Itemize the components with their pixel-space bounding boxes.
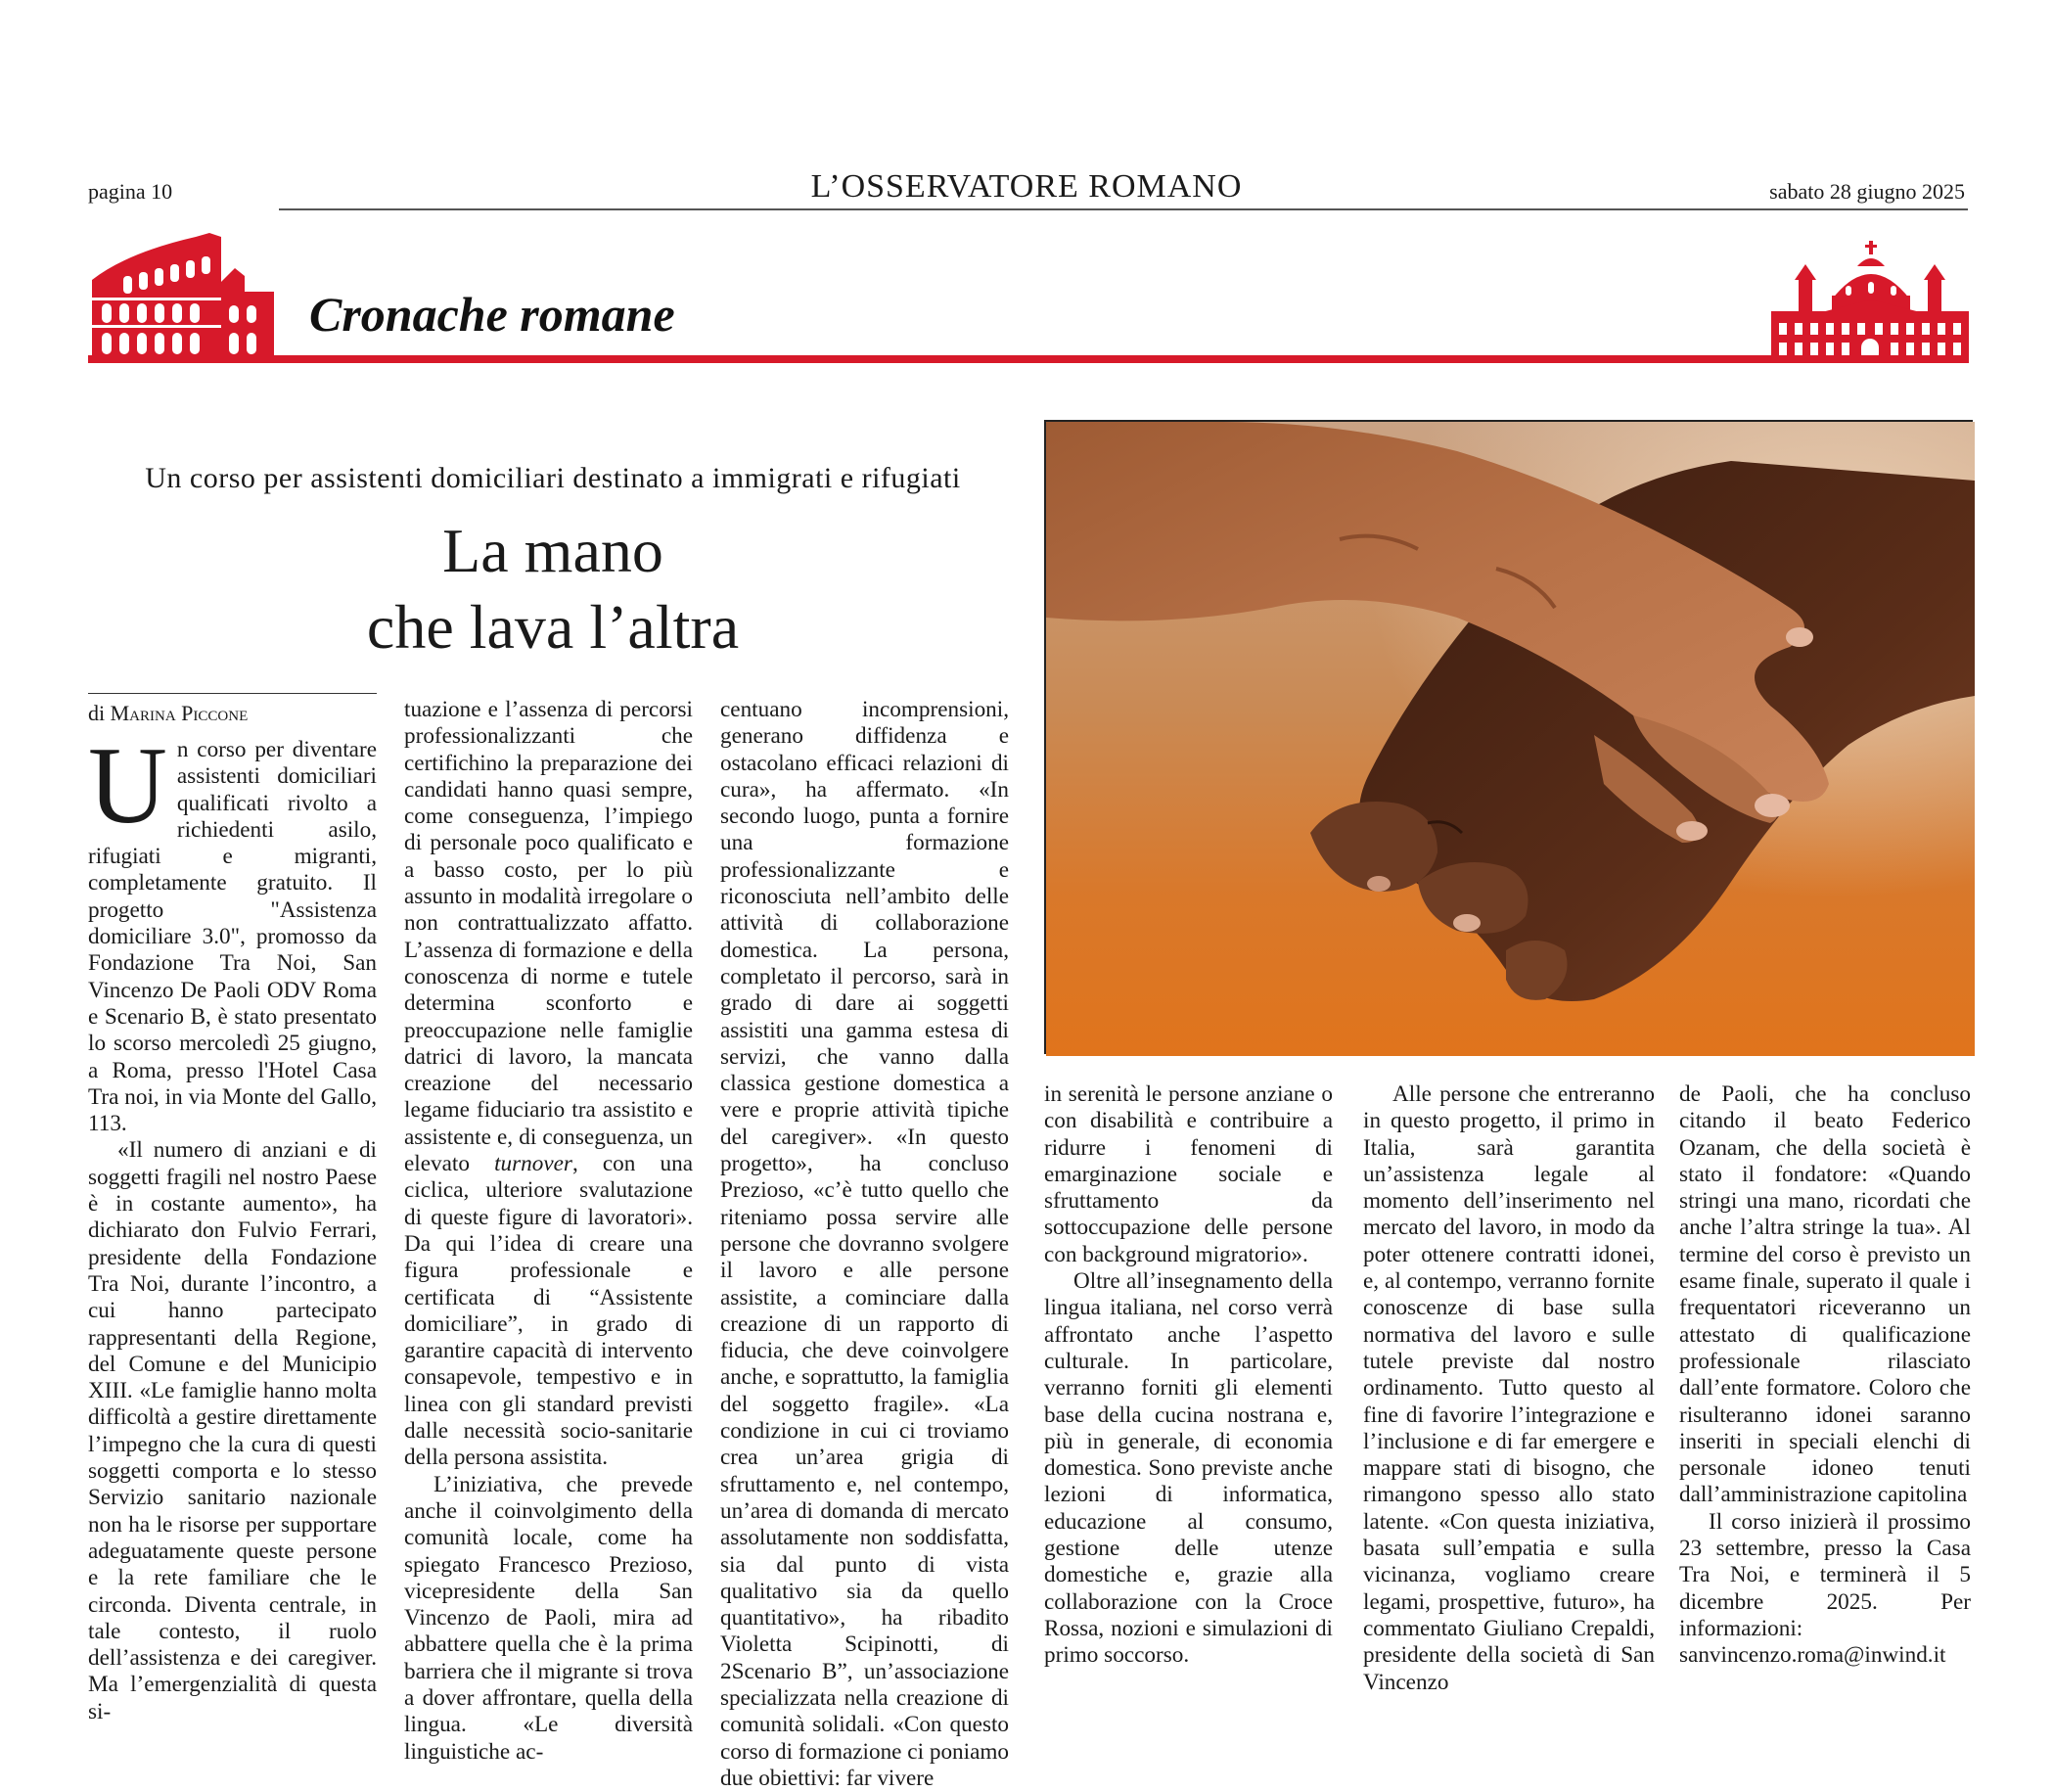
article-column-3 <box>720 697 1009 1791</box>
drop-cap: U <box>88 725 167 847</box>
article-headline <box>88 513 1018 666</box>
byline-rule <box>88 693 377 694</box>
paragraph: de Paoli, che ha concluso citando il beato Federico Ozanam, che della società è stato il fondatore: «Quando stringi una mano, ricordati che anche l’altra stringe la tua». Al termine del corso è previsto un esame finale, superato il quale i frequentatori riceveranno un attestato di qualificazione professionale rilasciato dall’ente formatore. Coloro che risulteranno idonei saranno inseriti in speciali elenchi di personale idoneo tenuti dall’amministrazione capitolina <box>1679 1081 1971 1508</box>
paragraph: Oltre all’insegnamento della lingua italiana, nel corso verrà affrontato anche l’aspetto culturale. In particolare, verranno forniti gli elementi base della cucina nostrana e, più in generale, di economia domestica. Sono previste anche lezioni di informatica, educazione al consumo, gestione delle utenze domestiche e, grazie alla collaborazione con la Croce Rossa, nozioni e simulazioni di primo soccorso. <box>1044 1268 1333 1669</box>
paragraph <box>88 725 377 1137</box>
byline-prefix: di <box>88 701 111 725</box>
article-column-4 <box>1044 1081 1333 1669</box>
section-title: Cronache romane <box>309 287 675 342</box>
headline-line-1: La mano <box>442 516 663 585</box>
newspaper-title: L’OSSERVATORE ROMANO <box>810 168 1243 205</box>
paragraph <box>404 697 693 1472</box>
article-kicker: Un corso per assistenti domiciliari destinato a immigrati e rifugiati <box>145 462 961 494</box>
article-column-1 <box>88 725 377 1724</box>
masthead-rule <box>279 208 1968 210</box>
paragraph-text: , con una ciclica, ulteriore svalutazione di queste figure di lavoratori». Da qui l’idea di creare una figura professionale e certificata di “Assistente domiciliare”, in grado di garantire capacità di intervento consapevole, tempestivo e in linea con gli standard previsti dalle necessità socio-sanitarie della persona assistita. <box>404 1151 693 1471</box>
italic-term: turnover <box>494 1151 572 1177</box>
paragraph: Alle persone che entreranno in questo progetto, il primo in Italia, sarà garantita un’assistenza legale al momento dell’inserimento nel mercato del lavoro, in modo da poter ottenere contratti idonei, e, al contempo, verranno fornite conoscenze di base sulla normativa del lavoro e sulle tutele previste dal nostro ordinamento. Tutto questo al fine di favorire l’integrazione e l’inclusione e di far emergere e mappare stati di bisogno, che rimangono spesso allo stato latente. «Con questa iniziativa, basata sull’empatia e sulla vicinanza, vogliamo creare legami, prospettive, futuro», ha commentato Giuliano Crepaldi, presidente della società di San Vincenzo <box>1363 1081 1655 1695</box>
paragraph: «Il numero di anziani e di soggetti fragili nel nostro Paese è in costante aumento», ha dichiarato don Fulvio Ferrari, presidente della Fondazione Tra Noi, durante l’incontro, a cui hanno partecipato rappresentanti della Regione, del Comune e del Municipio XIII. «Le famiglie hanno molta difficoltà a gestire direttamente l’impegno che la cura di questi soggetti comporta e lo stesso Servizio sanitario nazionale non ha le risorse per supportare adeguatamente queste persone e la rete familiare che le circonda. Diventa centrale, in tale contesto, il ruolo dell’assistenza e dei caregiver. Ma l’emergenzialità di questa si- <box>88 1137 377 1724</box>
page-number: pagina 10 <box>88 179 173 204</box>
author-name: Marina Piccone <box>110 701 249 725</box>
paragraph: in serenità le persone anziane o con disabilità e contribuire a ridurre i fenomeni di emarginazione sociale e sfruttamento da sottoccupazione delle persone con background migratorio». <box>1044 1081 1333 1267</box>
article-column-2 <box>404 697 693 1765</box>
byline <box>88 701 248 726</box>
headline-line-2: che lava l’altra <box>366 592 740 662</box>
paragraph: L’iniziativa, che prevede anche il coinvolgimento della comunità locale, come ha spiegato Francesco Prezioso, vicepresidente della San Vincenzo de Paoli, mira ad abbattere quella che è la prima barriera che il migrante si trova a dover affrontare, quella della lingua. «Le diversità linguistiche ac- <box>404 1471 693 1765</box>
article-column-6 <box>1679 1081 1971 1669</box>
issue-date: sabato 28 giugno 2025 <box>1769 179 1965 204</box>
section-accent-bar <box>88 355 1969 363</box>
paragraph-text: tuazione e l’assenza di percorsi professionalizzanti che certifichino la preparazione dei candidati hanno quasi sempre, come conseguenza, l’impiego di personale poco qualificato e a basso costo, per lo più assunto in modalità irregolare o non contrattualizzato affatto. L’assenza di formazione e della conoscenza di norme e tutele determina sconforto e preoccupazione nelle famiglie datrici di lavoro, la mancata creazione del necessario legame fiduciario tra assistito e assistente e, di conseguenza, un elevato <box>404 697 693 1177</box>
hands-holding-photo <box>1044 420 1973 1054</box>
paragraph-text: n corso per diventare assistenti domiciliari qualificati rivolto a richiedenti asilo, rifugiati e migranti, completamente gratuito. Il progetto "Assistenza domiciliare 3.0", promosso da Fondazione Tra Noi, San Vincenzo De Paoli ODV Roma e Scenario B, è stato presentato lo scorso mercoledì 25 giugno, a Roma, presso l'Hotel Casa Tra noi, in via Monte del Gallo, 113. <box>88 737 377 1137</box>
st-peters-basilica-icon <box>1771 241 1969 367</box>
article-column-5 <box>1363 1081 1655 1695</box>
paragraph: Il corso inizierà il prossimo 23 settembre, presso la Casa Tra Noi, e terminerà il 5 dicembre 2025. Per informazioni: sanvincenzo.roma@inwind.it <box>1679 1508 1971 1669</box>
paragraph: centuano incomprensioni, generano diffidenza e ostacolano efficaci relazioni di cura», ha affermato. «In secondo luogo, punta a fornire una formazione professionalizzante e riconosciuta nell’ambito delle attività di collaborazione domestica. La persona, completato il percorso, sarà in grado di dare ai soggetti assistiti una gamma estesa di servizi, che vanno dalla classica gestione domestica a vere e proprie attività tipiche del caregiver». «In questo progetto», ha concluso Prezioso, «c’è tutto quello che riteniamo possa servire alle persone che dovranno svolgere il lavoro e alle persone assistite, a cominciare dalla creazione di un rapporto di fiducia, che deve coinvolgere anche, e soprattutto, la famiglia del soggetto fragile». «La condizione in cui ci troviamo crea un’area grigia di sfruttamento e, nel contempo, un’area di domanda di mercato assolutamente non soddisfatta, sia dal punto di vista qualitativo sia da quello quantitativo», ha ribadito Violetta Scipinotti, di 2Scenario B”, un’associazione specializzata nella creazione di comunità solidali. «Con questo corso di formazione ci poniamo due obiettivi: far vivere <box>720 697 1009 1791</box>
colosseum-icon <box>88 223 276 365</box>
